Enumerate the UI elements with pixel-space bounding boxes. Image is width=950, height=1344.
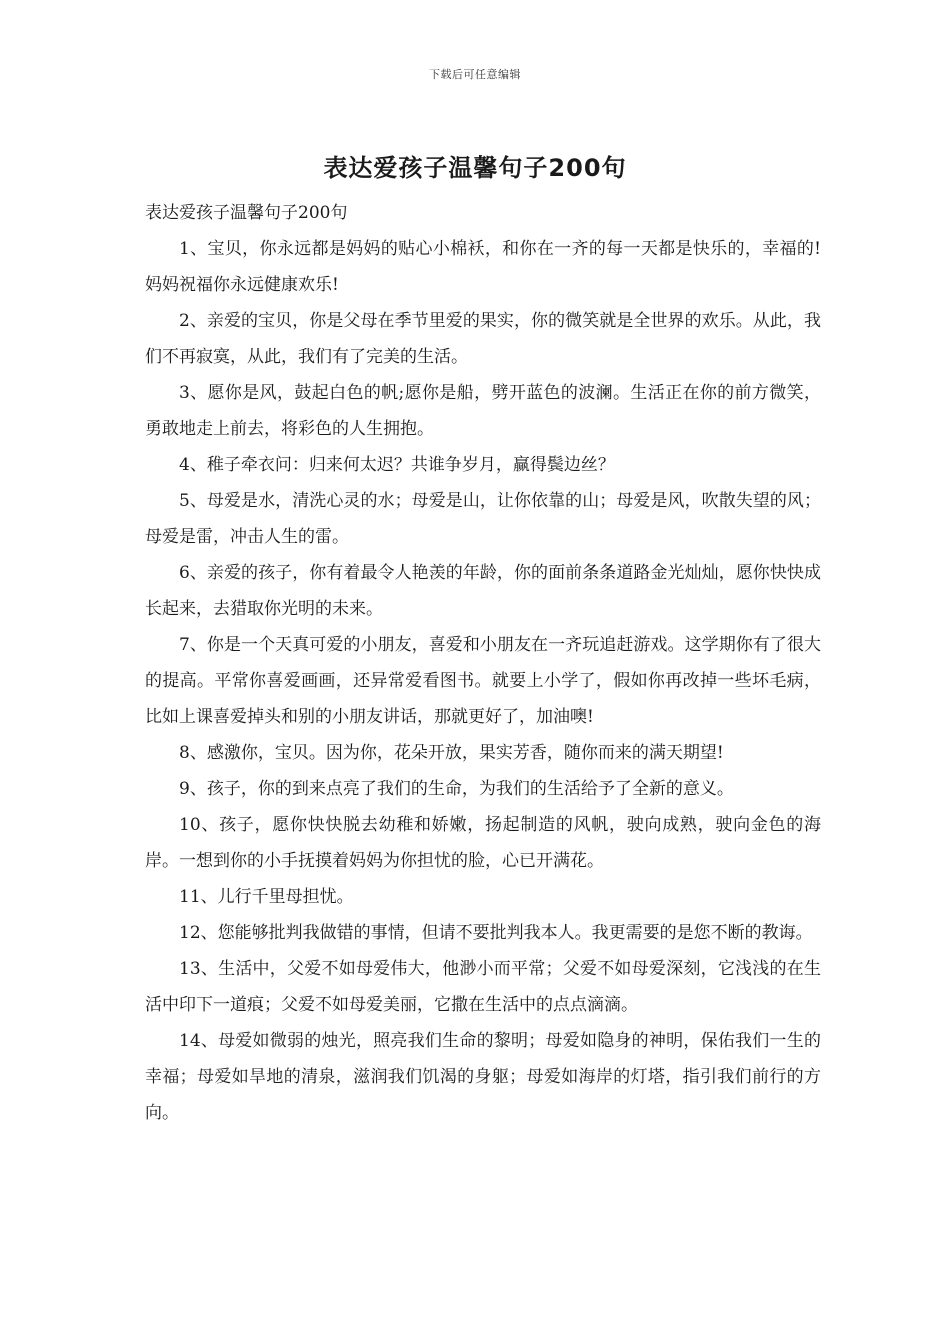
header-note: 下载后可任意编辑 <box>429 68 521 81</box>
paragraph-8: 8、感激你，宝贝。因为你，花朵开放，果实芳香，随你而来的满天期望! <box>179 743 724 763</box>
paragraph-5: 5、母爱是水，清洗心灵的水；母爱是山，让你依靠的山；母爱是风，吹散失望的风；母爱是雷，冲击人生的雷。 <box>145 491 821 547</box>
paragraph-3: 3、愿你是风，鼓起白色的帆;愿你是船，劈开蓝色的波澜。生活正在你的前方微笑，勇敢地走上前去，将彩色的人生拥抱。 <box>145 383 821 439</box>
paragraph-1: 1、宝贝，你永远都是妈妈的贴心小棉袄，和你在一齐的每一天都是快乐的，幸福的!妈妈祝福你永远健康欢乐! <box>145 239 821 295</box>
paragraph-6: 6、亲爱的孩子，你有着最令人艳羡的年龄，你的面前条条道路金光灿灿，愿你快快成长起来，去猎取你光明的未来。 <box>145 563 821 619</box>
paragraph-13: 13、生活中，父爱不如母爱伟大，他渺小而平常；父爱不如母爱深刻，它浅浅的在生活中印下一道痕；父爱不如母爱美丽，它撒在生活中的点点滴滴。 <box>145 959 821 1015</box>
paragraph-4: 4、稚子牵衣问：归来何太迟？共谁争岁月，赢得鬓边丝？ <box>179 455 615 475</box>
paragraph-14: 14、母爱如微弱的烛光，照亮我们生命的黎明；母爱如隐身的神明，保佑我们一生的幸福；母爱如旱地的清泉，滋润我们饥渴的身躯；母爱如海岸的灯塔，指引我们前行的方向。 <box>145 1031 821 1123</box>
paragraph-2: 2、亲爱的宝贝，你是父母在季节里爱的果实，你的微笑就是全世界的欢乐。从此，我们不再寂寞，从此，我们有了完美的生活。 <box>145 311 821 367</box>
paragraph-10: 10、孩子，愿你快快脱去幼稚和娇嫩，扬起制造的风帆，驶向成熟，驶向金色的海岸。一想到你的小手抚摸着妈妈为你担忧的脸，心已开满花。 <box>145 815 821 871</box>
paragraph-11: 11、儿行千里母担忧。 <box>179 887 354 907</box>
document-title: 表达爱孩子温馨句子200句 <box>323 154 627 182</box>
paragraph-9: 9、孩子，你的到来点亮了我们的生命，为我们的生活给予了全新的意义。 <box>179 779 734 799</box>
document-subtitle: 表达爱孩子温馨句子200句 <box>145 203 348 223</box>
paragraph-12: 12、您能够批判我做错的事情，但请不要批判我本人。我更需要的是您不断的教诲。 <box>179 923 813 943</box>
document-body <box>145 195 821 1131</box>
paragraph-7: 7、你是一个天真可爱的小朋友，喜爱和小朋友在一齐玩追赶游戏。这学期你有了很大的提高。平常你喜爱画画，还异常爱看图书。就要上小学了，假如你再改掉一些坏毛病，比如上课喜爱掉头和别的小朋友讲话，那就更好了，加油噢! <box>145 635 821 727</box>
